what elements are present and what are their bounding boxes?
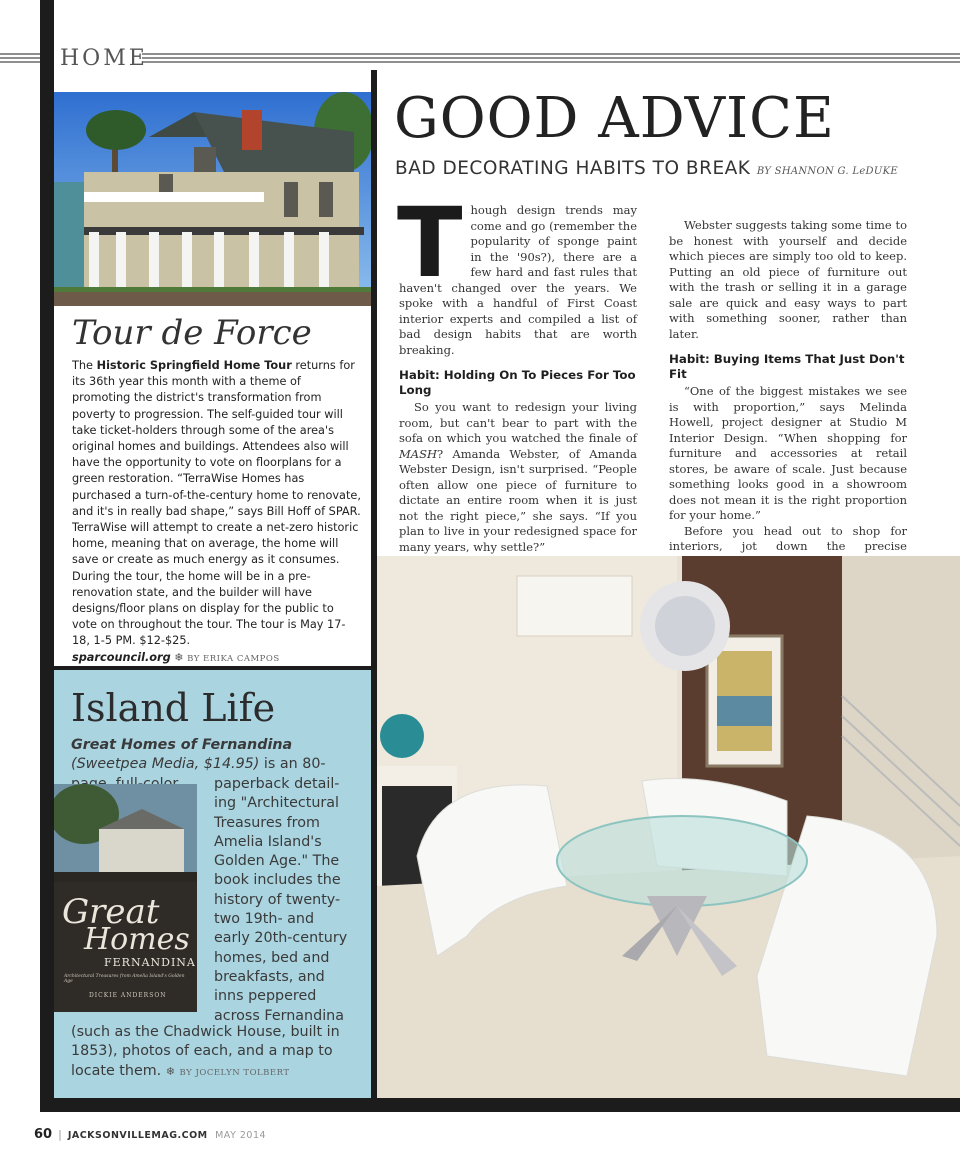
- habit-1-text-b: ? Amanda Webster, of Amanda Webster Design, isn't surprised. “People often allow one piece of furniture to dictate an entire room when it is just not the right piece,” she says. “If you plan to live in your redesigned space for many years, why settle?”: [399, 446, 637, 554]
- cover-tagline: Architectural Treasures from Amelia Island's Golden Age: [64, 974, 185, 984]
- island-line-1: paperback detail-: [214, 776, 340, 792]
- island-line-4: Amelia Island's: [214, 833, 322, 850]
- page-frame-bottom: [40, 1098, 960, 1112]
- island-line-8: two 19th- and: [214, 911, 315, 928]
- header-rule-right: [142, 53, 960, 67]
- article-title: GOOD ADVICE: [394, 86, 835, 151]
- article-column-2: [669, 203, 907, 586]
- footer-site-link[interactable]: JACKSONVILLEMAG.COM: [67, 1130, 208, 1141]
- book-cover-image: [54, 784, 197, 1012]
- island-line-9: early 20th-century: [214, 930, 348, 947]
- island-line-0: is an 80-: [263, 756, 326, 773]
- tour-title: Tour de Force: [72, 313, 312, 353]
- article-intro-text: hough design trends may come and go (remember the popularity of sponge paint in the '90s?), there are a few hard and fast rules that haven't changed over the years. We spoke with a handful of First Coast interior experts and compiled a list of bad design habits that are worth breaking.: [399, 203, 637, 357]
- cover-title-great: Great: [62, 892, 160, 932]
- island-line-10: homes, bed and: [214, 949, 330, 966]
- habit-2-paragraph-1: “One of the biggest mistakes we see is with proportion,” says Melinda Howell, project designer at Studio M Interior Design. “When shopping for furniture and accessories at retail stores, be aware of scale. Just because something looks good in a showroom does not mean it is the right proportion for your home.”: [669, 384, 907, 522]
- article-byline: BY SHANNON G. LeDUKE: [756, 166, 898, 177]
- snowflake-icon: ❄: [165, 1064, 175, 1078]
- island-wrap-text: [214, 775, 364, 1026]
- tour-body-text: returns for its 36th year this month with a theme of promoting the district's transformation from poverty to progression. The self-guided tour will take ticket-holders through some of the area's original homes and buildings. Attendees also will have the opportunity to vote on floorplans for a green restoration. “TerraWise Homes has purchased a turn-of-the-century home to renovate, and it's in really bad shape,” says Bill Hoff of SPAR. TerraWise will attempt to create a net-zero historic home, meaning that on average, the home will save or create as much energy as it consumes. During the tour, the home will be in a pre-renovation state, and the builder will have designs/floor plans on display for the public to vote on throughout the tour. The tour is May 17-18, 1-5 PM. $12-$25.: [72, 359, 361, 648]
- habit-1-show: MASH: [399, 446, 437, 461]
- cover-title-fernandina: FERNANDINA: [104, 956, 196, 969]
- habit-1-paragraph: [399, 400, 637, 555]
- tour-body: [72, 358, 362, 667]
- habit-2-paragraph-2: Before you head out to shop for interiors, jot down the precise: [669, 523, 907, 553]
- island-line-13: across Fernandina: [214, 1007, 344, 1024]
- island-line-15: 1853), photos of each, and a map to: [71, 1043, 333, 1060]
- page-frame-left: [40, 0, 54, 1112]
- island-line-6: book includes the: [214, 872, 341, 889]
- article-subtitle: [395, 158, 898, 179]
- victorian-house-photo: [54, 92, 371, 306]
- tour-event-name: Historic Springfield Home Tour: [96, 359, 292, 372]
- island-last-line: [71, 1062, 366, 1083]
- habit-1-paragraph-2: Webster suggests taking some time to be honest with yourself and decide which pieces are simply too old to keep. Putting an old piece of furniture out with the trash or selling it in a garage sale are quick and easy ways to part with something sooner, rather than later.: [669, 218, 907, 341]
- island-line-11: breakfasts, and: [214, 968, 325, 985]
- island-tail-text: [71, 1023, 366, 1083]
- island-line-14: (such as the Chadwick House, built in: [71, 1024, 340, 1040]
- article-intro: [397, 187, 637, 358]
- continued-spacer: [669, 203, 907, 218]
- footer-separator: |: [58, 1128, 62, 1141]
- page-number: 60: [34, 1127, 53, 1142]
- article-column-1: [397, 187, 637, 555]
- island-line-3: Treasures from: [214, 814, 320, 831]
- island-title: Island Life: [71, 686, 276, 730]
- snowflake-icon: ❄: [174, 650, 184, 664]
- book-title: Great Homes of Fernandina: [71, 737, 293, 753]
- island-line-16: locate them.: [71, 1062, 162, 1079]
- article-subtitle-text: BAD DECORATING HABITS TO BREAK: [395, 158, 751, 179]
- section-label: HOME: [60, 46, 148, 71]
- drop-cap: T: [397, 187, 463, 299]
- book-publisher: (Sweetpea Media, $14.95): [71, 756, 260, 773]
- habit-1-text-a: So you want to redesign your living room, but can't bear to part with the sofa on which you watched the finale of: [399, 400, 637, 445]
- island-line-12: inns peppered: [214, 988, 317, 1005]
- island-byline: BY JOCELYN TOLBERT: [179, 1067, 290, 1078]
- dining-room-photo: [377, 556, 960, 1098]
- habit-2-heading: Habit: Buying Items That Just Don't Fit: [669, 352, 905, 381]
- island-line-7: history of twenty-: [214, 891, 341, 908]
- tour-intro: The: [72, 359, 97, 372]
- habit-1-heading: Habit: Holding On To Pieces For Too Long: [399, 368, 636, 397]
- island-line-2: ing "Architectural: [214, 795, 340, 812]
- tour-byline: BY ERIKA CAMPOS: [187, 653, 280, 664]
- cover-title-homes: Homes: [84, 922, 190, 957]
- footer-date: MAY 2014: [215, 1130, 267, 1141]
- tour-website-link[interactable]: sparcouncil.org: [72, 650, 171, 664]
- cover-author: DICKIE ANDERSON: [89, 992, 167, 999]
- page-footer: [34, 1127, 266, 1142]
- island-line-5: Golden Age." The: [214, 853, 340, 870]
